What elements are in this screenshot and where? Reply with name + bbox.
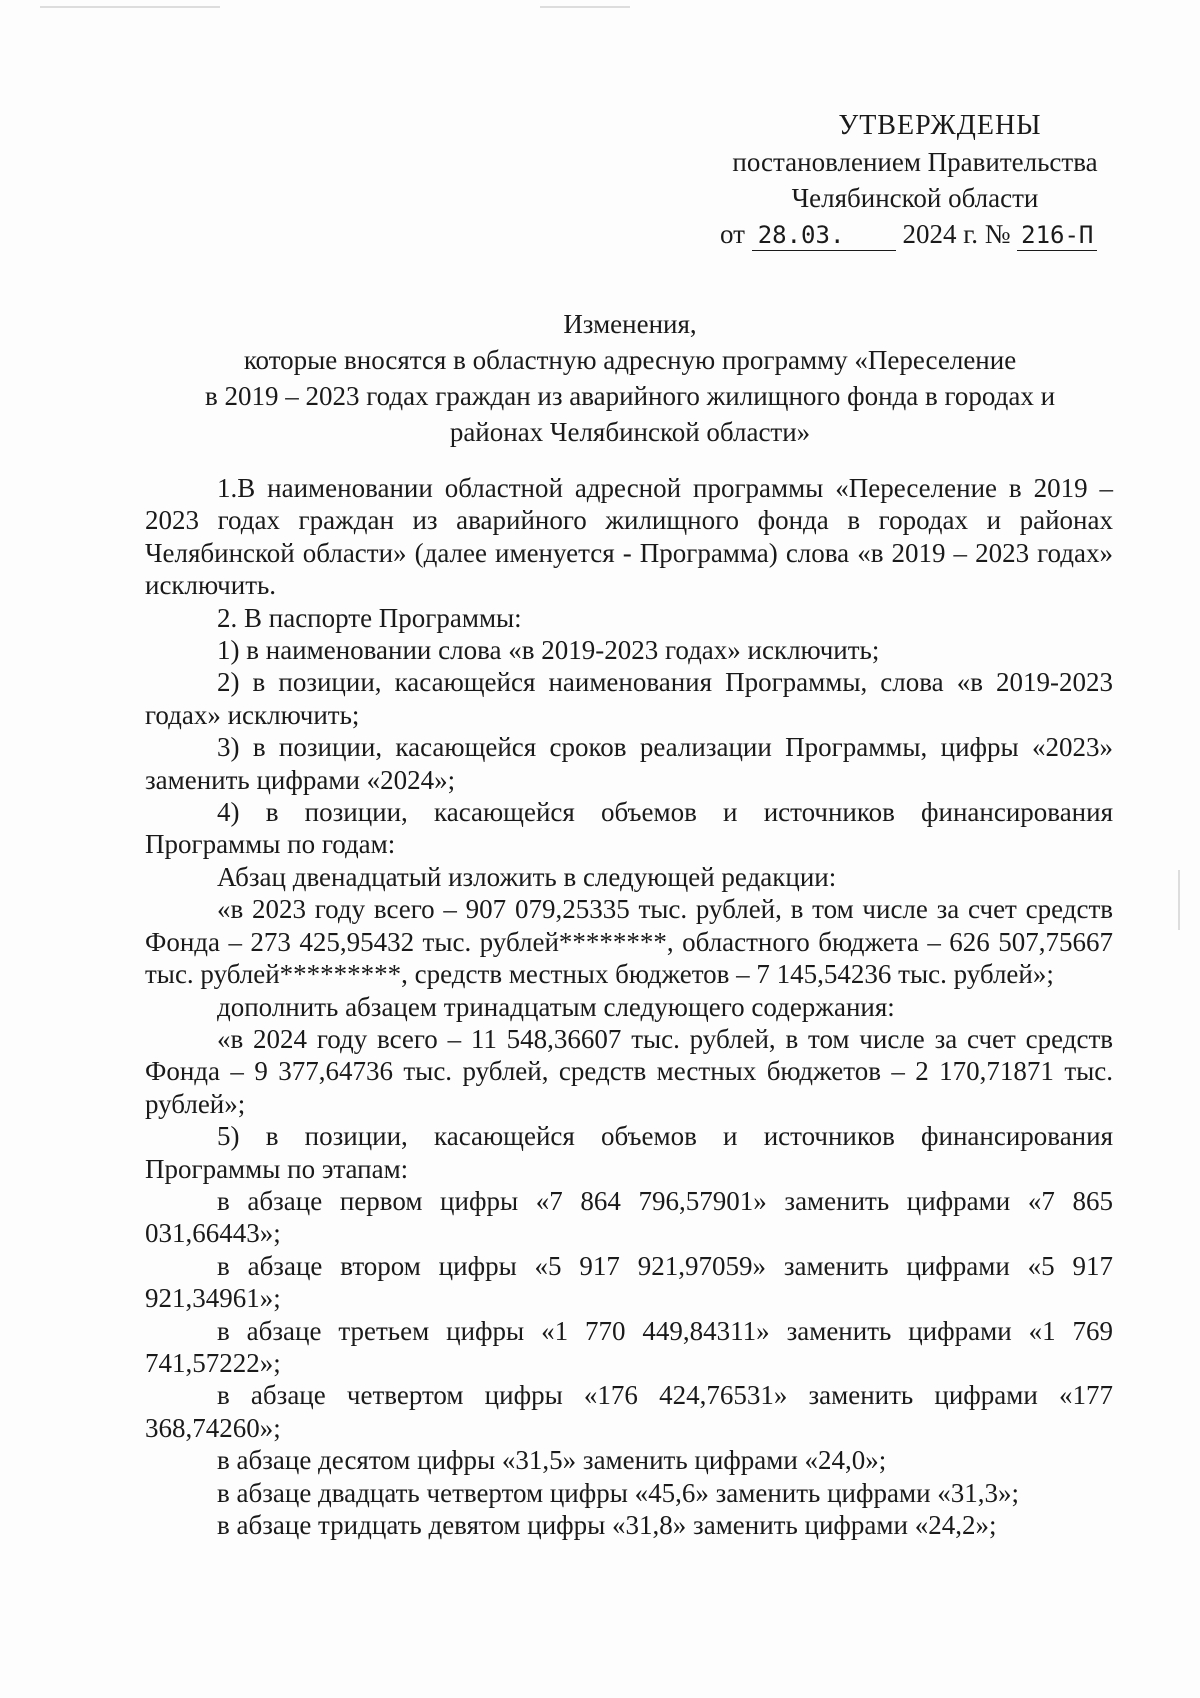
date-prefix: от — [720, 219, 745, 249]
heading-line-3: в 2019 – 2023 годах граждан из аварийного жилищного фонда в городах и — [204, 381, 1056, 411]
paragraph: в абзаце двадцать четвертом цифры «45,6» заменить цифрами «31,3»; — [217, 1477, 1020, 1508]
scan-artifact — [540, 6, 630, 8]
paragraph: 3) в позиции, касающейся сроков реализации Программы, цифры «2023» заменить цифрами «2024»; — [145, 732, 1113, 795]
paragraph: в абзаце втором цифры «5 917 921,97059» заменить цифрами «5 917 921,34961»; — [145, 1250, 1113, 1314]
paragraph: Абзац двенадцатый изложить в следующей редакции: — [217, 861, 837, 892]
paragraph: в абзаце третьем цифры «1 770 449,84311» заменить цифрами «1 769 741,57222»; — [145, 1315, 1113, 1378]
paragraph: 1) в наименовании слова «в 2019-2023 годах» исключить; — [217, 635, 880, 666]
approval-title: УТВЕРЖДЕНЫ — [838, 110, 1042, 141]
paragraph: 2. В паспорте Программы: — [217, 602, 522, 633]
paragraph: 4) в позиции, касающейся объемов и источников финансирования Программы по годам: — [145, 797, 1113, 860]
scan-artifact — [40, 6, 220, 8]
heading-line-2: которые вносятся в областную адресную программу «Переселение — [243, 345, 1017, 375]
document-body — [145, 472, 1113, 1541]
paragraph: в абзаце десятом цифры «31,5» заменить цифрами «24,0»; — [217, 1445, 887, 1476]
approval-line-1: постановлением Правительства — [732, 147, 1098, 177]
paragraph: «в 2024 году всего – 11 548,36607 тыс. рублей, в том числе за счет средств Фонда – 9 377,64736 тыс. рублей, средств местных бюджетов – 2 170,71871 тыс. рублей»; — [145, 1023, 1113, 1119]
approval-date-line — [700, 216, 1130, 252]
paragraph: «в 2023 году всего – 907 079,25335 тыс. рублей, в том числе за счет средств Фонда – 273 425,95432 тыс. рублей********, областного бюджета – 626 507,75667 тыс. рублей*********, средств местных бюджетов – 7 145,54236 тыс. рублей»; — [145, 894, 1113, 990]
paragraph: 1.В наименовании областной адресной программы «Переселение в 2019 – 2023 годах граждан из аварийного жилищного фонда в городах и районах Челябинской области» (далее именуется - Программа) слова «в 2019 – 2023 годах» исключить. — [145, 473, 1113, 601]
paragraph: 5) в позиции, касающейся объемов и источников финансирования Программы по этапам: — [145, 1121, 1113, 1184]
paragraph: дополнить абзацем тринадцатым следующего содержания: — [217, 991, 895, 1022]
paragraph: в абзаце тридцать девятом цифры «31,8» заменить цифрами «24,2»; — [217, 1510, 997, 1540]
paragraph: в абзаце четвертом цифры «176 424,76531» заменить цифрами «177 368,74260»; — [145, 1380, 1113, 1443]
document-heading — [150, 306, 1110, 450]
approval-block — [700, 108, 1130, 252]
heading-line-1: Изменения, — [563, 309, 697, 339]
date-field: 28.03. — [752, 220, 896, 251]
approval-line-2: Челябинской области — [791, 183, 1039, 213]
year-text: 2024 г. № — [902, 219, 1011, 249]
number-field: 216-П — [1017, 220, 1097, 251]
paragraph: в абзаце первом цифры «7 864 796,57901» заменить цифрами «7 865 031,66443»; — [145, 1185, 1113, 1249]
scan-artifact — [1178, 870, 1180, 930]
paragraph: 2) в позиции, касающейся наименования Программы, слова «в 2019-2023 годах» исключить; — [145, 667, 1113, 730]
heading-line-4: районах Челябинской области» — [449, 417, 811, 447]
